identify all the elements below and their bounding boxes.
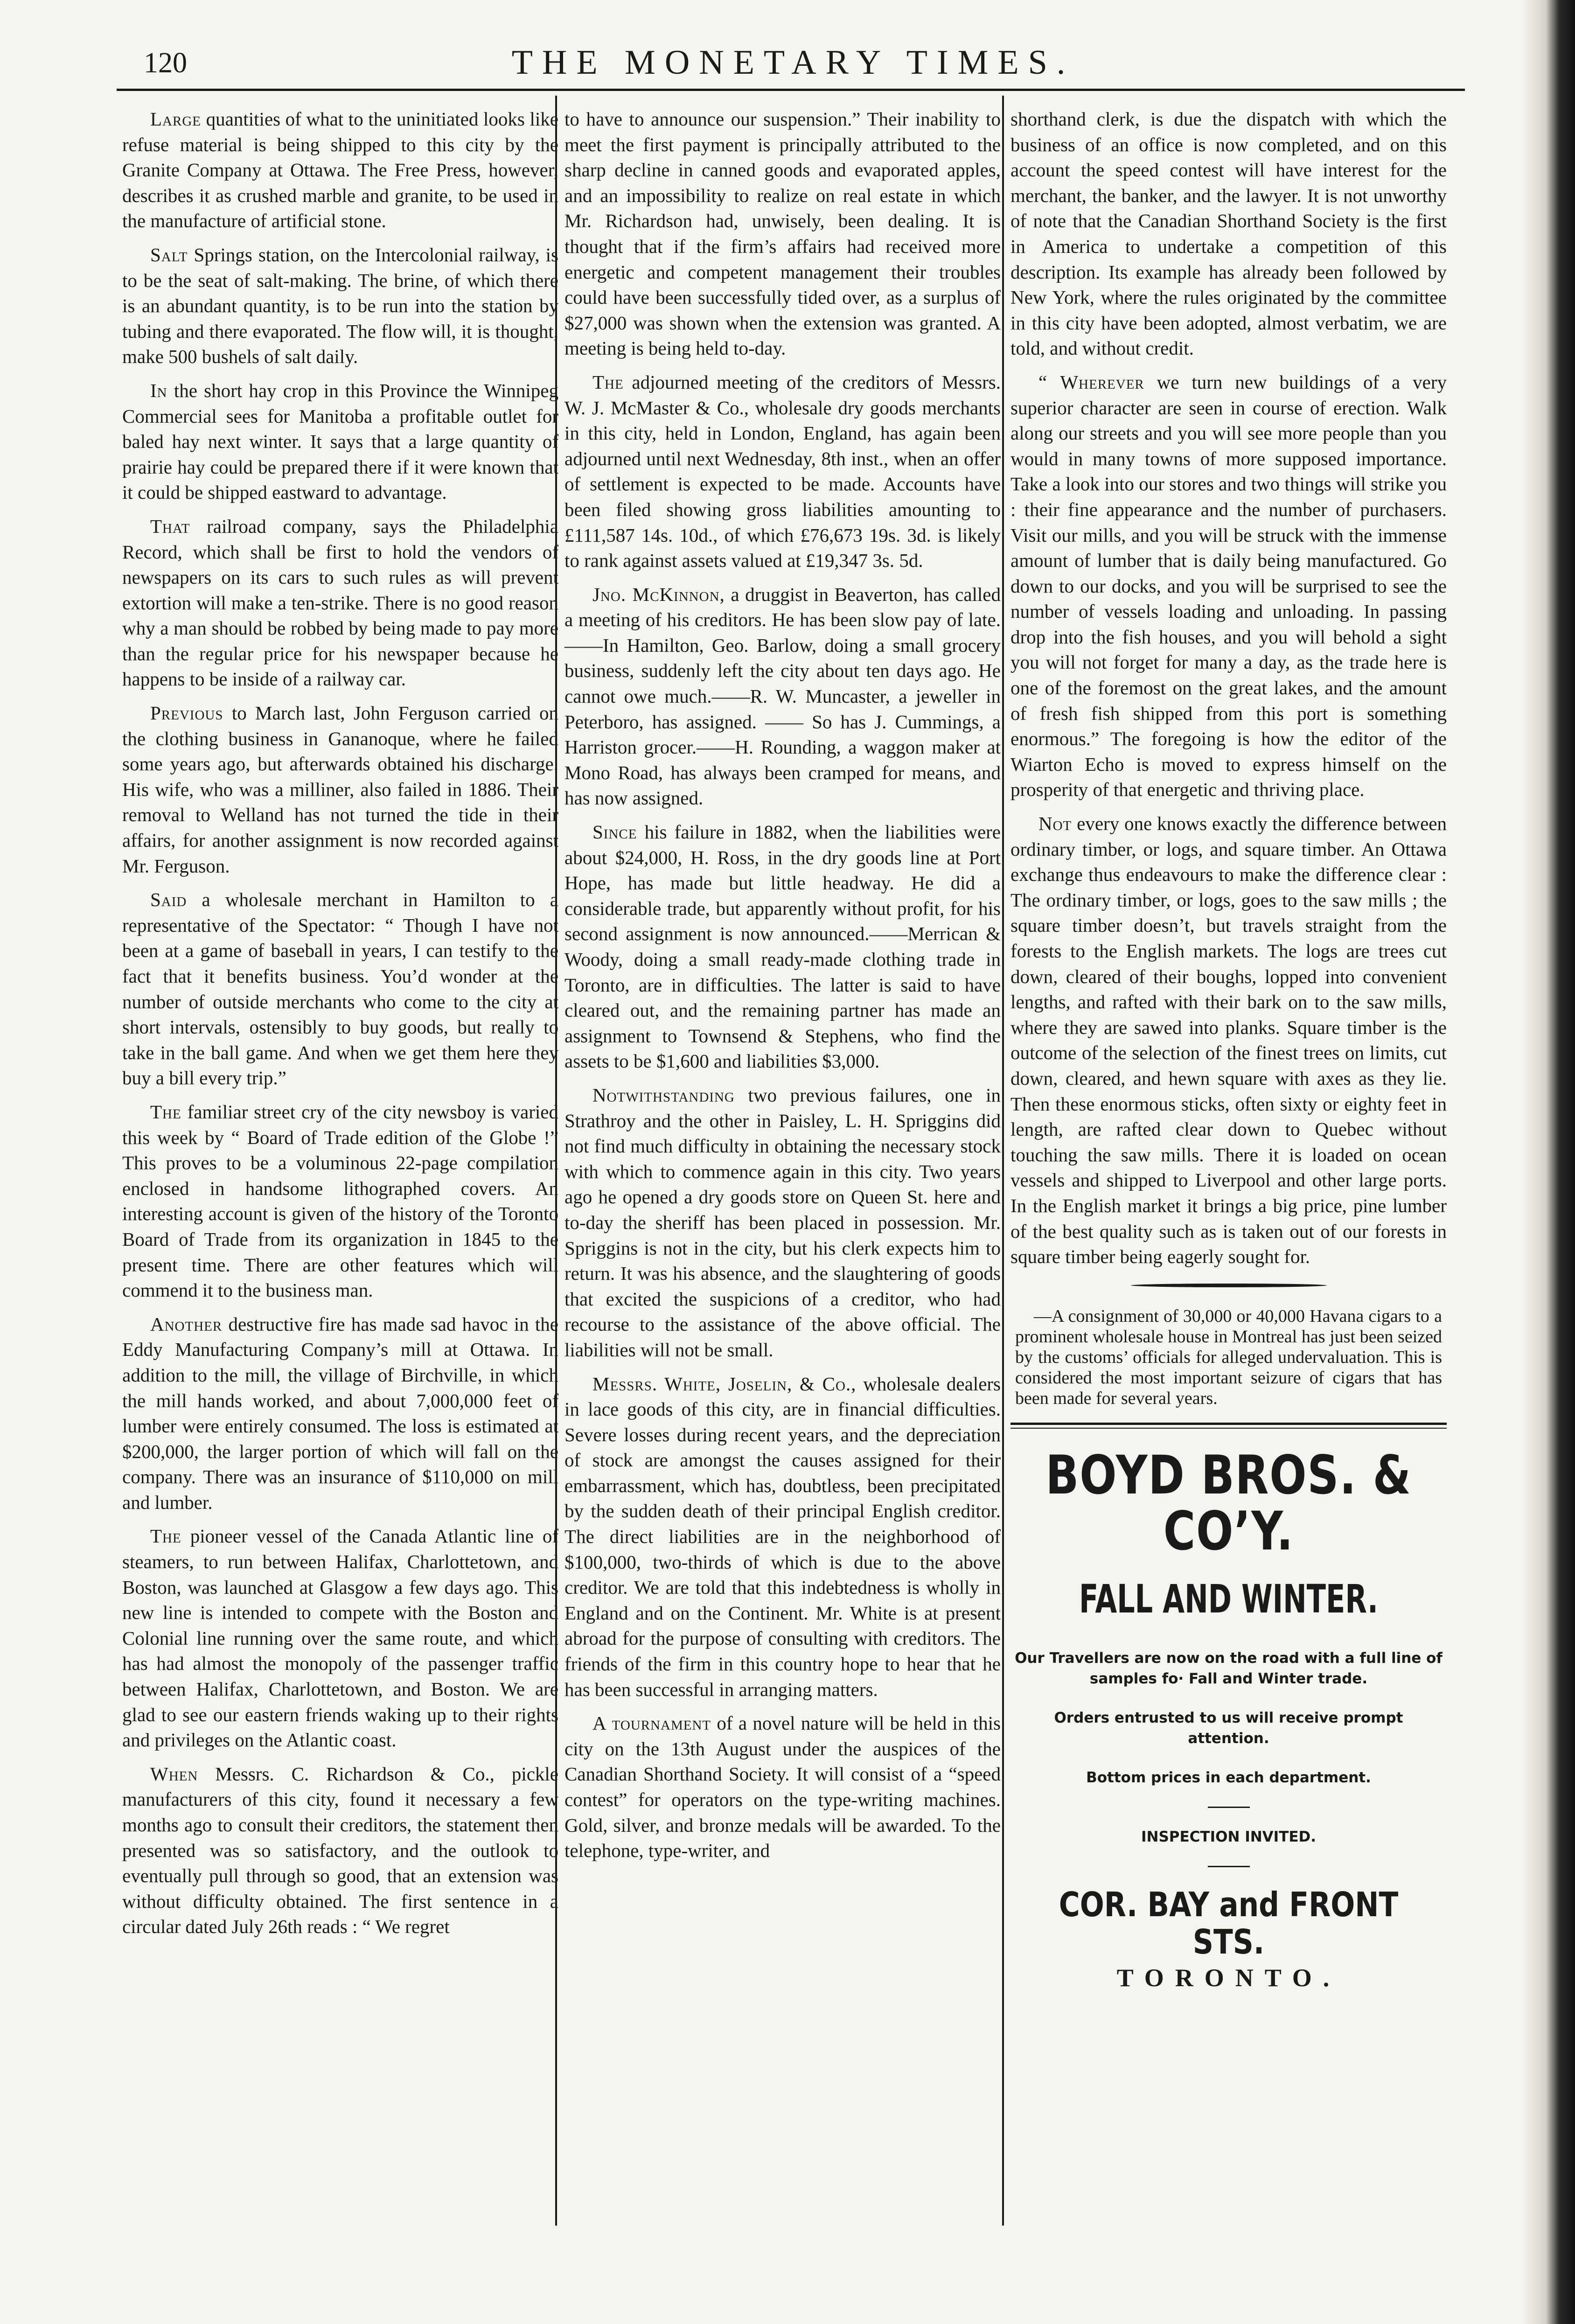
paragraph: When Messrs. C. Richardson & Co., pickle manufacturers of this city, found it necessary a few months ago to consult their creditors, the statement then presented was so satisfactory, and the outlook to eventually pull through so good, that an extension was without difficulty obtained. The first sentence in a circular dated July 26th reads : “ We regret <box>122 1763 558 1938</box>
ad-line: Bottom prices in each department. <box>1086 1769 1371 1786</box>
running-title: THE MONETARY TIMES. <box>511 43 1075 82</box>
advertisement <box>1011 1444 1447 1992</box>
paragraph: Said a wholesale merchant in Hamilton to a representative of the Spectator: “ Though I have not been at a game of baseball in years, I can testify to the fact that it benefits business. You’d wonder at the number of outside merchants who come to the city at short intervals, ostensibly to buy goods, but really to take in the ball game. And when we get them here they buy a bill every trip.” <box>122 889 558 1089</box>
ad-line: INSPECTION INVITED. <box>1141 1828 1317 1845</box>
paragraph: shorthand clerk, is due the dispatch with which the business of an office is now completed, and on this account the speed contest will have interest for the merchant, the banker, and the lawyer. It is not unworthy of note that the Canadian Shorthand Society is the first in America to undertake a competition of this description. Its example has already been followed by New York, where the rules originated by the committee in this city have been adopted, almost verbatim, we are told, and without credit. <box>1011 108 1447 359</box>
ad-city: TORONTO. <box>1116 1963 1341 1992</box>
paragraph: to have to announce our suspension.” Their inability to meet the first payment is principally attributed to the sharp decline in canned goods and evaporated apples, and an impossibility to realize on real estate in which Mr. Richardson had, unwisely, been dealing. It is thought that if the firm’s affairs had received more energetic and competent management their troubles could have been successfully tided over, as a surplus of $27,000 was shown when the extension was granted. A meeting is being held to-day. <box>564 108 1001 359</box>
ad-season: FALL AND WINTER. <box>1079 1576 1379 1622</box>
paragraph: Salt Springs station, on the Intercolonial railway, is to be the seat of salt-making. The brine, of which there is an abundant quantity, is to be run into the station by tubing and there evaporated. The flow will, it is thought, make 500 bushels of salt daily. <box>122 244 558 368</box>
paragraph: Messrs. White, Joselin, & Co., wholesale dealers in lace goods of this city, are in financial difficulties. Severe losses during recent years, and the depreciation of stock are amongst the causes assigned for their embarrassment, which has, doubtless, been precipitated by the sudden death of their principal English creditor. The direct liabilities are in the neighborhood of $100,000, two-thirds of which is due to the above creditor. We are told that this indebtedness is wholly in England and on the Continent. Mr. White is at present abroad for the purpose of consulting with creditors. The friends of the firm in this country hope to hear that he has been successful in arranging matters. <box>564 1373 1001 1700</box>
ad-line: Our Travellers are now on the road with a full line of samples fo· Fall and Winter trade. <box>1015 1649 1443 1687</box>
header-rule <box>117 89 1465 91</box>
column-left <box>122 106 558 1948</box>
page-header <box>117 43 1470 89</box>
paragraph: The adjourned meeting of the creditors of Messrs. W. J. McMaster & Co., wholesale dry goods merchants in this city, held in London, England, has again been adjourned until next Wednesday, 8th inst., when an offer of settlement is expected to be made. Accounts have been filed showing gross liabilities amounting to £111,587 14s. 10d., of which £76,673 19s. 3d. is likely to rank against assets valued at £19,347 3s. 5d. <box>564 371 1001 572</box>
paragraph: In the short hay crop in this Province the Winnipeg Commercial sees for Manitoba a profitable outlet for baled hay next winter. It says that a large quantity of prairie hay could be prepared there if it were known that it could be shipped eastward to advantage. <box>122 379 558 503</box>
news-item: —A consignment of 30,000 or 40,000 Havana cigars to a prominent wholesale house in Montreal has just been seized by the customs’ officials for alleged undervaluation. This is considered the most important seizure of cigars that has been made for several years. <box>1015 1306 1442 1408</box>
paragraph: Notwithstanding two previous failures, one in Strathroy and the other in Paisley, L. H. Spriggins did not find much difficulty in obtaining the necessary stock with which to commence again in this city. Two years ago he opened a dry goods store on Queen St. here and to-day the sheriff has been placed in possession. Mr. Spriggins is not in the city, but his clerk expects him to return. It was his absence, and the slaughtering of goods that excited the suspicions of a creditor, who had recourse to the assistance of the above official. The liabilities will not be small. <box>564 1084 1001 1361</box>
paragraph: Not every one knows exactly the difference between ordinary timber, or logs, and square timber. An Ottawa exchange thus endeavours to make the difference clear : The ordinary timber, or logs, goes to the saw mills ; the square timber doesn’t, but travels straight from the forests to the English markets. The logs are trees cut down, cleared of their boughs, lopped into convenient lengths, and rafted with their bark on to the saw mills, where they are sawed into planks. Square timber is the outcome of the selection of the finest trees on limits, cut down, cleared, and hewn square with axes as they lie. Then these enormous sticks, often sixty or eighty feet in length, are rafted clear down to Quebec without touching the saw mills. There it is loaded on ocean vessels and shipped to Liverpool and other large ports. In the English market it brings a big price, pine lumber of the best quality such as is taken out of our forests in square timber being eagerly sought for. <box>1011 813 1447 1268</box>
paragraph: “ Wherever we turn new buildings of a very superior character are seen in course of erection. Walk along our streets and you will see more people than you would in many towns of more supposed importance. Take a look into our stores and two things will strike you : their fine appearance and the number of purchasers. Visit our mills, and you will be struck with the immense amount of lumber that is daily being manufactured. Go down to our docks, and you will be surprised to see the number of vessels loading and unloading. In passing drop into the fish houses, and you will behold a sight you will not forget for many a day, as the trade here is one of the foremost on the great lakes, and the amount of fresh fish shipped from this port is something enormous.” The foregoing is how the editor of the Wiarton Echo is moved to express himself on the prosperity of that energetic and thriving place. <box>1011 371 1447 801</box>
paragraph: Previous to March last, John Ferguson carried on the clothing business in Gananoque, where he failed some years ago, but afterwards obtained his discharge. His wife, who was a milliner, also failed in 1886. Their removal to Welland has not turned the tide in their affairs, for another assignment is now recorded against Mr. Ferguson. <box>122 702 558 877</box>
page-edge-shadow <box>1522 0 1575 2324</box>
paragraph: Since his failure in 1882, when the liabilities were about $24,000, H. Ross, in the dry goods line at Port Hope, has made but little headway. He did a considerable trade, but apparently without profit, for his second assignment is now announced.——Merrican & Woody, doing a small ready-made clothing trade in Toronto, are in difficulties. The latter is said to have cleared out, and the remaining partner has made an assignment to Townsend & Stephens, who find the assets to be $1,600 and liabilities $3,000. <box>564 821 1001 1072</box>
page-number: 120 <box>144 47 187 79</box>
paragraph: The familiar street cry of the city newsboy is varied this week by “ Board of Trade edition of the Globe !” This proves to be a voluminous 22-page compilation enclosed in handsome lithographed covers. An interesting account is given of the history of the Toronto Board of Trade from its organization in 1845 to the present time. There are other features which will commend it to the business man. <box>122 1101 558 1301</box>
paragraph: A tournament of a novel nature will be held in this city on the 13th August under the auspices of the Canadian Shorthand Society. It will consist of a “speed contest” for operators on the type-writing machines. Gold, silver, and bronze medals will be awarded. To the telephone, type-writer, and <box>564 1712 1001 1862</box>
ad-separator <box>1208 1866 1250 1867</box>
ad-line: Orders entrusted to us will receive prompt attention. <box>1054 1709 1403 1747</box>
ad-address: COR. BAY and FRONT STS. <box>1059 1884 1399 1961</box>
column-middle <box>564 106 1001 1872</box>
ad-rule <box>1011 1428 1447 1429</box>
paragraph: Large quantities of what to the uninitiated looks like refuse material is being shipped to this city by the Granite Company at Ottawa. The Free Press, however, describes it as crushed marble and granite, to be used in the manufacture of artificial stone. <box>122 108 558 232</box>
paragraph: Another destructive fire has made sad havoc in the Eddy Manufacturing Company’s mill at Ottawa. In addition to the mill, the village of Birchville, in which the mill hands worked, and about 7,000,000 feet of lumber were entirely consumed. The loss is estimated at $200,000, the larger portion of which will fall on the company. There was an insurance of $110,000 on mill and lumber. <box>122 1313 558 1513</box>
ad-title: BOYD BROS. & CO’Y. <box>1045 1444 1412 1562</box>
ornamental-divider <box>1131 1284 1327 1287</box>
ad-separator <box>1208 1807 1250 1808</box>
column-right <box>1011 106 1447 1990</box>
paragraph: Jno. McKinnon, a druggist in Beaverton, has called a meeting of his creditors. He has been slow pay of late.——In Hamilton, Geo. Barlow, doing a small grocery business, suddenly left the city about ten days ago. He cannot owe much.——R. W. Muncaster, a jeweller in Peterboro, has assigned. —— So has J. Cummings, a Harriston grocer.——H. Rounding, a waggon maker at Mono Road, has always been cramped for means, and has now assigned. <box>564 583 1001 809</box>
ad-rule <box>1011 1423 1447 1425</box>
column-rule <box>1002 96 1004 2226</box>
paragraph: That railroad company, says the Philadelphia Record, which shall be first to hold the vendors of newspapers on its cars to such rules as will prevent extortion will make a ten-strike. There is no good reason why a man should be robbed by being made to pay more than the regular price for his newspaper because he happens to be inside of a railway car. <box>122 515 558 690</box>
paragraph: The pioneer vessel of the Canada Atlantic line of steamers, to run between Halifax, Charlottetown, and Boston, was launched at Glasgow a few days ago. This new line is intended to compete with the Boston and Colonial line running over the same route, and which has had almost the monopoly of the passenger traffic between Halifax, Charlottetown, and Boston. We are glad to see our eastern friends waking up to their rights and privileges on the Atlantic coast. <box>122 1525 558 1751</box>
